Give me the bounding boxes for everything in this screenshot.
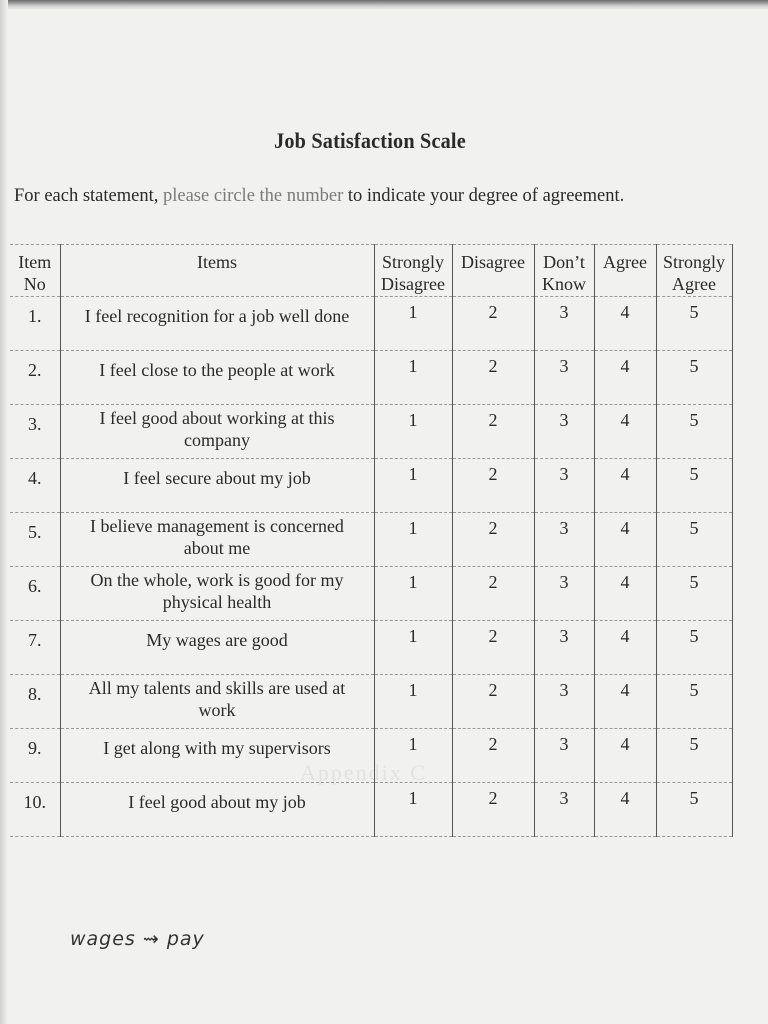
rating-option-strongly-disagree[interactable]: 1 bbox=[374, 621, 452, 675]
rating-option-strongly-agree[interactable]: 5 bbox=[656, 567, 732, 621]
table-body bbox=[10, 297, 732, 837]
item-number: 1. bbox=[10, 297, 60, 351]
item-statement-line: I feel recognition for a job well done bbox=[84, 306, 350, 326]
item-number: 4. bbox=[10, 459, 60, 513]
rating-option-disagree[interactable]: 2 bbox=[452, 405, 534, 459]
table-row bbox=[10, 405, 732, 459]
table-row bbox=[10, 459, 732, 513]
item-number: 10. bbox=[10, 783, 60, 837]
table-header-row bbox=[10, 245, 732, 297]
item-statement bbox=[60, 405, 374, 459]
item-statement-line: I get along with my supervisors bbox=[103, 738, 331, 758]
item-statement-line: I feel good about my job bbox=[128, 792, 306, 812]
rating-option-agree[interactable]: 4 bbox=[594, 351, 656, 405]
table-row bbox=[10, 675, 732, 729]
rating-option-strongly-agree[interactable]: 5 bbox=[656, 351, 732, 405]
table-row bbox=[10, 513, 732, 567]
table-row bbox=[10, 783, 732, 837]
rating-option-dont-know[interactable]: 3 bbox=[534, 729, 594, 783]
item-statement-line: I feel good about working at this bbox=[99, 408, 335, 428]
rating-option-strongly-agree[interactable]: 5 bbox=[656, 297, 732, 351]
header-strongly-disagree bbox=[374, 245, 452, 297]
item-number: 7. bbox=[10, 621, 60, 675]
rating-option-strongly-disagree[interactable]: 1 bbox=[374, 297, 452, 351]
rating-option-strongly-disagree[interactable]: 1 bbox=[374, 729, 452, 783]
rating-option-strongly-disagree[interactable]: 1 bbox=[374, 405, 452, 459]
item-statement bbox=[60, 783, 374, 837]
item-number: 6. bbox=[10, 567, 60, 621]
rating-option-dont-know[interactable]: 3 bbox=[534, 621, 594, 675]
header-agree-line: Agree bbox=[603, 252, 647, 272]
rating-option-strongly-agree[interactable]: 5 bbox=[656, 621, 732, 675]
header-disagree-line: Disagree bbox=[461, 252, 525, 272]
item-statement bbox=[60, 297, 374, 351]
header-dont-know-line: Don’t bbox=[543, 252, 585, 272]
header-disagree bbox=[452, 245, 534, 297]
handwritten-note: wages ⇝ pay bbox=[70, 928, 205, 950]
instruction-suffix: to indicate your degree of agreement. bbox=[343, 186, 625, 206]
rating-option-strongly-agree[interactable]: 5 bbox=[656, 459, 732, 513]
rating-option-strongly-agree[interactable]: 5 bbox=[656, 405, 732, 459]
rating-option-disagree[interactable]: 2 bbox=[452, 459, 534, 513]
header-strongly-disagree-line: Disagree bbox=[381, 274, 445, 294]
rating-option-dont-know[interactable]: 3 bbox=[534, 567, 594, 621]
header-dont-know-line: Know bbox=[542, 274, 586, 294]
item-statement bbox=[60, 621, 374, 675]
item-number: 3. bbox=[10, 405, 60, 459]
item-number: 9. bbox=[10, 729, 60, 783]
rating-option-strongly-disagree[interactable]: 1 bbox=[374, 783, 452, 837]
rating-option-agree[interactable]: 4 bbox=[594, 459, 656, 513]
header-item-no-line: No bbox=[23, 274, 46, 294]
rating-option-disagree[interactable]: 2 bbox=[452, 513, 534, 567]
header-item-no-line: Item bbox=[18, 252, 52, 272]
rating-option-dont-know[interactable]: 3 bbox=[534, 783, 594, 837]
rating-option-dont-know[interactable]: 3 bbox=[534, 513, 594, 567]
rating-option-agree[interactable]: 4 bbox=[594, 783, 656, 837]
rating-option-disagree[interactable]: 2 bbox=[452, 621, 534, 675]
table-row bbox=[10, 351, 732, 405]
header-strongly-agree-line: Strongly bbox=[662, 252, 725, 272]
item-statement bbox=[60, 459, 374, 513]
rating-option-strongly-agree[interactable]: 5 bbox=[656, 675, 732, 729]
header-item-no bbox=[10, 245, 60, 297]
page-title: Job Satisfaction Scale bbox=[274, 128, 466, 153]
rating-option-agree[interactable]: 4 bbox=[594, 405, 656, 459]
item-statement bbox=[60, 513, 374, 567]
item-statement-line: about me bbox=[183, 538, 251, 558]
item-number: 2. bbox=[10, 351, 60, 405]
rating-option-agree[interactable]: 4 bbox=[594, 567, 656, 621]
job-satisfaction-table bbox=[10, 244, 733, 837]
rating-option-strongly-disagree[interactable]: 1 bbox=[374, 675, 452, 729]
rating-option-disagree[interactable]: 2 bbox=[452, 567, 534, 621]
item-statement bbox=[60, 567, 374, 621]
header-strongly-agree bbox=[656, 245, 732, 297]
item-statement-line: I feel secure about my job bbox=[123, 468, 311, 488]
header-agree bbox=[594, 245, 656, 297]
rating-option-dont-know[interactable]: 3 bbox=[534, 405, 594, 459]
rating-option-disagree[interactable]: 2 bbox=[452, 783, 534, 837]
rating-option-agree[interactable]: 4 bbox=[594, 675, 656, 729]
item-statement bbox=[60, 729, 374, 783]
item-statement-line: company bbox=[184, 430, 250, 450]
item-statement bbox=[60, 675, 374, 729]
rating-option-agree[interactable]: 4 bbox=[594, 513, 656, 567]
instruction-text bbox=[14, 186, 734, 207]
item-statement-line: All my talents and skills are used at bbox=[88, 678, 346, 698]
rating-option-strongly-agree[interactable]: 5 bbox=[656, 513, 732, 567]
instruction-prefix: For each statement, bbox=[14, 186, 163, 206]
rating-option-dont-know[interactable]: 3 bbox=[534, 675, 594, 729]
rating-option-dont-know[interactable]: 3 bbox=[534, 459, 594, 513]
rating-option-strongly-agree[interactable]: 5 bbox=[656, 783, 732, 837]
item-statement-line: On the whole, work is good for my bbox=[90, 570, 344, 590]
table-row bbox=[10, 621, 732, 675]
rating-option-strongly-disagree[interactable]: 1 bbox=[374, 513, 452, 567]
header-items: Items bbox=[60, 245, 374, 297]
item-statement bbox=[60, 351, 374, 405]
header-strongly-agree-line: Agree bbox=[672, 274, 716, 294]
table-row bbox=[10, 567, 732, 621]
rating-option-agree[interactable]: 4 bbox=[594, 297, 656, 351]
table-row bbox=[10, 297, 732, 351]
faint-watermark: Appendix C bbox=[300, 760, 427, 785]
item-number: 8. bbox=[10, 675, 60, 729]
item-statement-line: I believe management is concerned bbox=[90, 516, 344, 536]
rating-option-disagree[interactable]: 2 bbox=[452, 297, 534, 351]
rating-option-dont-know[interactable]: 3 bbox=[534, 297, 594, 351]
rating-option-strongly-disagree[interactable]: 1 bbox=[374, 567, 452, 621]
item-statement-line: I feel close to the people at work bbox=[99, 360, 335, 380]
rating-option-disagree[interactable]: 2 bbox=[452, 729, 534, 783]
scan-top-edge bbox=[0, 0, 768, 10]
rating-option-strongly-disagree[interactable]: 1 bbox=[374, 351, 452, 405]
scan-left-edge bbox=[0, 0, 8, 1024]
item-statement-line: work bbox=[198, 700, 236, 720]
header-dont-know bbox=[534, 245, 594, 297]
instruction-highlight: please circle the number bbox=[162, 186, 344, 206]
rating-option-strongly-agree[interactable]: 5 bbox=[656, 729, 732, 783]
rating-option-agree[interactable]: 4 bbox=[594, 729, 656, 783]
item-number: 5. bbox=[10, 513, 60, 567]
item-statement-line: physical health bbox=[162, 592, 272, 612]
rating-option-disagree[interactable]: 2 bbox=[452, 351, 534, 405]
rating-option-strongly-disagree[interactable]: 1 bbox=[374, 459, 452, 513]
table-row bbox=[10, 729, 732, 783]
rating-option-agree[interactable]: 4 bbox=[594, 621, 656, 675]
rating-option-disagree[interactable]: 2 bbox=[452, 675, 534, 729]
item-statement-line: My wages are good bbox=[146, 630, 288, 650]
header-strongly-disagree-line: Strongly bbox=[381, 252, 444, 272]
rating-option-dont-know[interactable]: 3 bbox=[534, 351, 594, 405]
